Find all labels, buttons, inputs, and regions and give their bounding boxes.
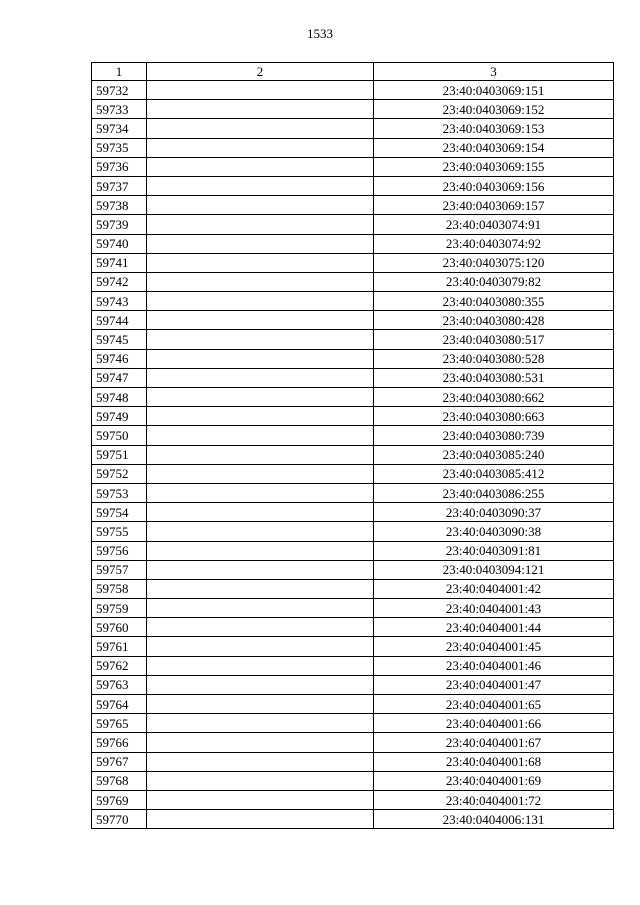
row-number-cell: 59748: [92, 388, 147, 407]
row-number-cell: 59741: [92, 253, 147, 272]
table-row: [92, 176, 614, 195]
description-cell: [147, 464, 374, 483]
row-number-cell: 59766: [92, 733, 147, 752]
cadastral-number-cell: 23:40:0403075:120: [374, 253, 614, 272]
cadastral-number-cell: 23:40:0403069:157: [374, 196, 614, 215]
cadastral-number-cell: 23:40:0403080:739: [374, 426, 614, 445]
description-cell: [147, 330, 374, 349]
description-cell: [147, 503, 374, 522]
cadastral-number-cell: 23:40:0403080:528: [374, 349, 614, 368]
row-number-cell: 59743: [92, 292, 147, 311]
cadastral-number-cell: 23:40:0403080:355: [374, 292, 614, 311]
cadastral-number-cell: 23:40:0403074:91: [374, 215, 614, 234]
cadastral-number-cell: 23:40:0403069:154: [374, 138, 614, 157]
row-number-cell: 59764: [92, 695, 147, 714]
description-cell: [147, 81, 374, 100]
row-number-cell: 59752: [92, 464, 147, 483]
column-header-2: 2: [147, 63, 374, 81]
table-row: [92, 272, 614, 291]
table-row: [92, 675, 614, 694]
cadastral-number-cell: 23:40:0403074:92: [374, 234, 614, 253]
description-cell: [147, 752, 374, 771]
table-row: [92, 138, 614, 157]
table-row: [92, 119, 614, 138]
table-row: [92, 292, 614, 311]
cadastral-number-cell: 23:40:0403086:255: [374, 483, 614, 502]
row-number-cell: 59746: [92, 349, 147, 368]
cadastral-number-cell: 23:40:0403080:663: [374, 407, 614, 426]
row-number-cell: 59757: [92, 560, 147, 579]
description-cell: [147, 196, 374, 215]
description-cell: [147, 714, 374, 733]
row-number-cell: 59733: [92, 100, 147, 119]
table-row: [92, 368, 614, 387]
row-number-cell: 59735: [92, 138, 147, 157]
table-row: [92, 579, 614, 598]
row-number-cell: 59769: [92, 790, 147, 809]
description-cell: [147, 445, 374, 464]
cadastral-number-cell: 23:40:0403069:153: [374, 119, 614, 138]
table-row: [92, 637, 614, 656]
table-row: [92, 388, 614, 407]
table-row: [92, 426, 614, 445]
description-cell: [147, 215, 374, 234]
column-header-3: 3: [374, 63, 614, 81]
row-number-cell: 59749: [92, 407, 147, 426]
cadastral-number-cell: 23:40:0403069:151: [374, 81, 614, 100]
table-row: [92, 349, 614, 368]
row-number-cell: 59750: [92, 426, 147, 445]
cadastral-number-cell: 23:40:0404001:45: [374, 637, 614, 656]
row-number-cell: 59747: [92, 368, 147, 387]
cadastral-number-cell: 23:40:0403080:517: [374, 330, 614, 349]
row-number-cell: 59738: [92, 196, 147, 215]
table-header: [92, 63, 614, 81]
description-cell: [147, 618, 374, 637]
description-cell: [147, 234, 374, 253]
description-cell: [147, 426, 374, 445]
cadastral-number-cell: 23:40:0404001:44: [374, 618, 614, 637]
column-header-1: 1: [92, 63, 147, 81]
row-number-cell: 59759: [92, 599, 147, 618]
row-number-cell: 59732: [92, 81, 147, 100]
cadastral-number-cell: 23:40:0403094:121: [374, 560, 614, 579]
description-cell: [147, 522, 374, 541]
description-cell: [147, 810, 374, 829]
description-cell: [147, 579, 374, 598]
table-row: [92, 618, 614, 637]
cadastral-number-cell: 23:40:0404001:65: [374, 695, 614, 714]
row-number-cell: 59767: [92, 752, 147, 771]
table-row: [92, 100, 614, 119]
description-cell: [147, 790, 374, 809]
row-number-cell: 59770: [92, 810, 147, 829]
row-number-cell: 59736: [92, 157, 147, 176]
table-row: [92, 157, 614, 176]
table-row: [92, 311, 614, 330]
table-row: [92, 541, 614, 560]
table-row: [92, 253, 614, 272]
description-cell: [147, 119, 374, 138]
description-cell: [147, 560, 374, 579]
table-row: [92, 790, 614, 809]
description-cell: [147, 599, 374, 618]
table-row: [92, 196, 614, 215]
table-row: [92, 503, 614, 522]
row-number-cell: 59739: [92, 215, 147, 234]
description-cell: [147, 771, 374, 790]
cadastral-number-cell: 23:40:0403085:412: [374, 464, 614, 483]
description-cell: [147, 349, 374, 368]
row-number-cell: 59737: [92, 176, 147, 195]
description-cell: [147, 388, 374, 407]
registry-table: [91, 62, 614, 829]
cadastral-number-cell: 23:40:0404006:131: [374, 810, 614, 829]
cadastral-number-cell: 23:40:0404001:42: [374, 579, 614, 598]
row-number-cell: 59768: [92, 771, 147, 790]
table-row: [92, 215, 614, 234]
table-row: [92, 234, 614, 253]
description-cell: [147, 483, 374, 502]
row-number-cell: 59751: [92, 445, 147, 464]
cadastral-number-cell: 23:40:0403069:155: [374, 157, 614, 176]
row-number-cell: 59734: [92, 119, 147, 138]
table-row: [92, 810, 614, 829]
cadastral-number-cell: 23:40:0404001:68: [374, 752, 614, 771]
cadastral-number-cell: 23:40:0404001:47: [374, 675, 614, 694]
cadastral-number-cell: 23:40:0403091:81: [374, 541, 614, 560]
description-cell: [147, 656, 374, 675]
cadastral-number-cell: 23:40:0404001:46: [374, 656, 614, 675]
row-number-cell: 59740: [92, 234, 147, 253]
row-number-cell: 59756: [92, 541, 147, 560]
table-row: [92, 464, 614, 483]
description-cell: [147, 733, 374, 752]
table-row: [92, 522, 614, 541]
cadastral-number-cell: 23:40:0404001:66: [374, 714, 614, 733]
row-number-cell: 59762: [92, 656, 147, 675]
cadastral-number-cell: 23:40:0404001:72: [374, 790, 614, 809]
table-row: [92, 695, 614, 714]
table-row: [92, 483, 614, 502]
description-cell: [147, 138, 374, 157]
description-cell: [147, 637, 374, 656]
table-body: [92, 81, 614, 829]
header-row: [92, 63, 614, 81]
table-row: [92, 656, 614, 675]
cadastral-number-cell: 23:40:0403080:428: [374, 311, 614, 330]
table-row: [92, 445, 614, 464]
row-number-cell: 59744: [92, 311, 147, 330]
description-cell: [147, 541, 374, 560]
table-row: [92, 733, 614, 752]
table-row: [92, 771, 614, 790]
description-cell: [147, 176, 374, 195]
cadastral-number-cell: 23:40:0403069:152: [374, 100, 614, 119]
row-number-cell: 59760: [92, 618, 147, 637]
page-number: 1533: [307, 26, 333, 41]
description-cell: [147, 292, 374, 311]
table-row: [92, 560, 614, 579]
cadastral-number-cell: 23:40:0403085:240: [374, 445, 614, 464]
row-number-cell: 59754: [92, 503, 147, 522]
cadastral-number-cell: 23:40:0403080:531: [374, 368, 614, 387]
cadastral-number-cell: 23:40:0403069:156: [374, 176, 614, 195]
description-cell: [147, 272, 374, 291]
row-number-cell: 59763: [92, 675, 147, 694]
table-row: [92, 599, 614, 618]
cadastral-number-cell: 23:40:0403090:37: [374, 503, 614, 522]
description-cell: [147, 311, 374, 330]
description-cell: [147, 695, 374, 714]
cadastral-number-cell: 23:40:0404001:69: [374, 771, 614, 790]
row-number-cell: 59755: [92, 522, 147, 541]
row-number-cell: 59758: [92, 579, 147, 598]
cadastral-number-cell: 23:40:0404001:67: [374, 733, 614, 752]
table-row: [92, 330, 614, 349]
description-cell: [147, 253, 374, 272]
description-cell: [147, 407, 374, 426]
description-cell: [147, 368, 374, 387]
cadastral-number-cell: 23:40:0404001:43: [374, 599, 614, 618]
cadastral-number-cell: 23:40:0403080:662: [374, 388, 614, 407]
row-number-cell: 59765: [92, 714, 147, 733]
table-row: [92, 752, 614, 771]
description-cell: [147, 100, 374, 119]
description-cell: [147, 675, 374, 694]
row-number-cell: 59745: [92, 330, 147, 349]
description-cell: [147, 157, 374, 176]
row-number-cell: 59761: [92, 637, 147, 656]
row-number-cell: 59742: [92, 272, 147, 291]
cadastral-number-cell: 23:40:0403090:38: [374, 522, 614, 541]
table-row: [92, 407, 614, 426]
table-row: [92, 714, 614, 733]
cadastral-number-cell: 23:40:0403079:82: [374, 272, 614, 291]
row-number-cell: 59753: [92, 483, 147, 502]
table-row: [92, 81, 614, 100]
